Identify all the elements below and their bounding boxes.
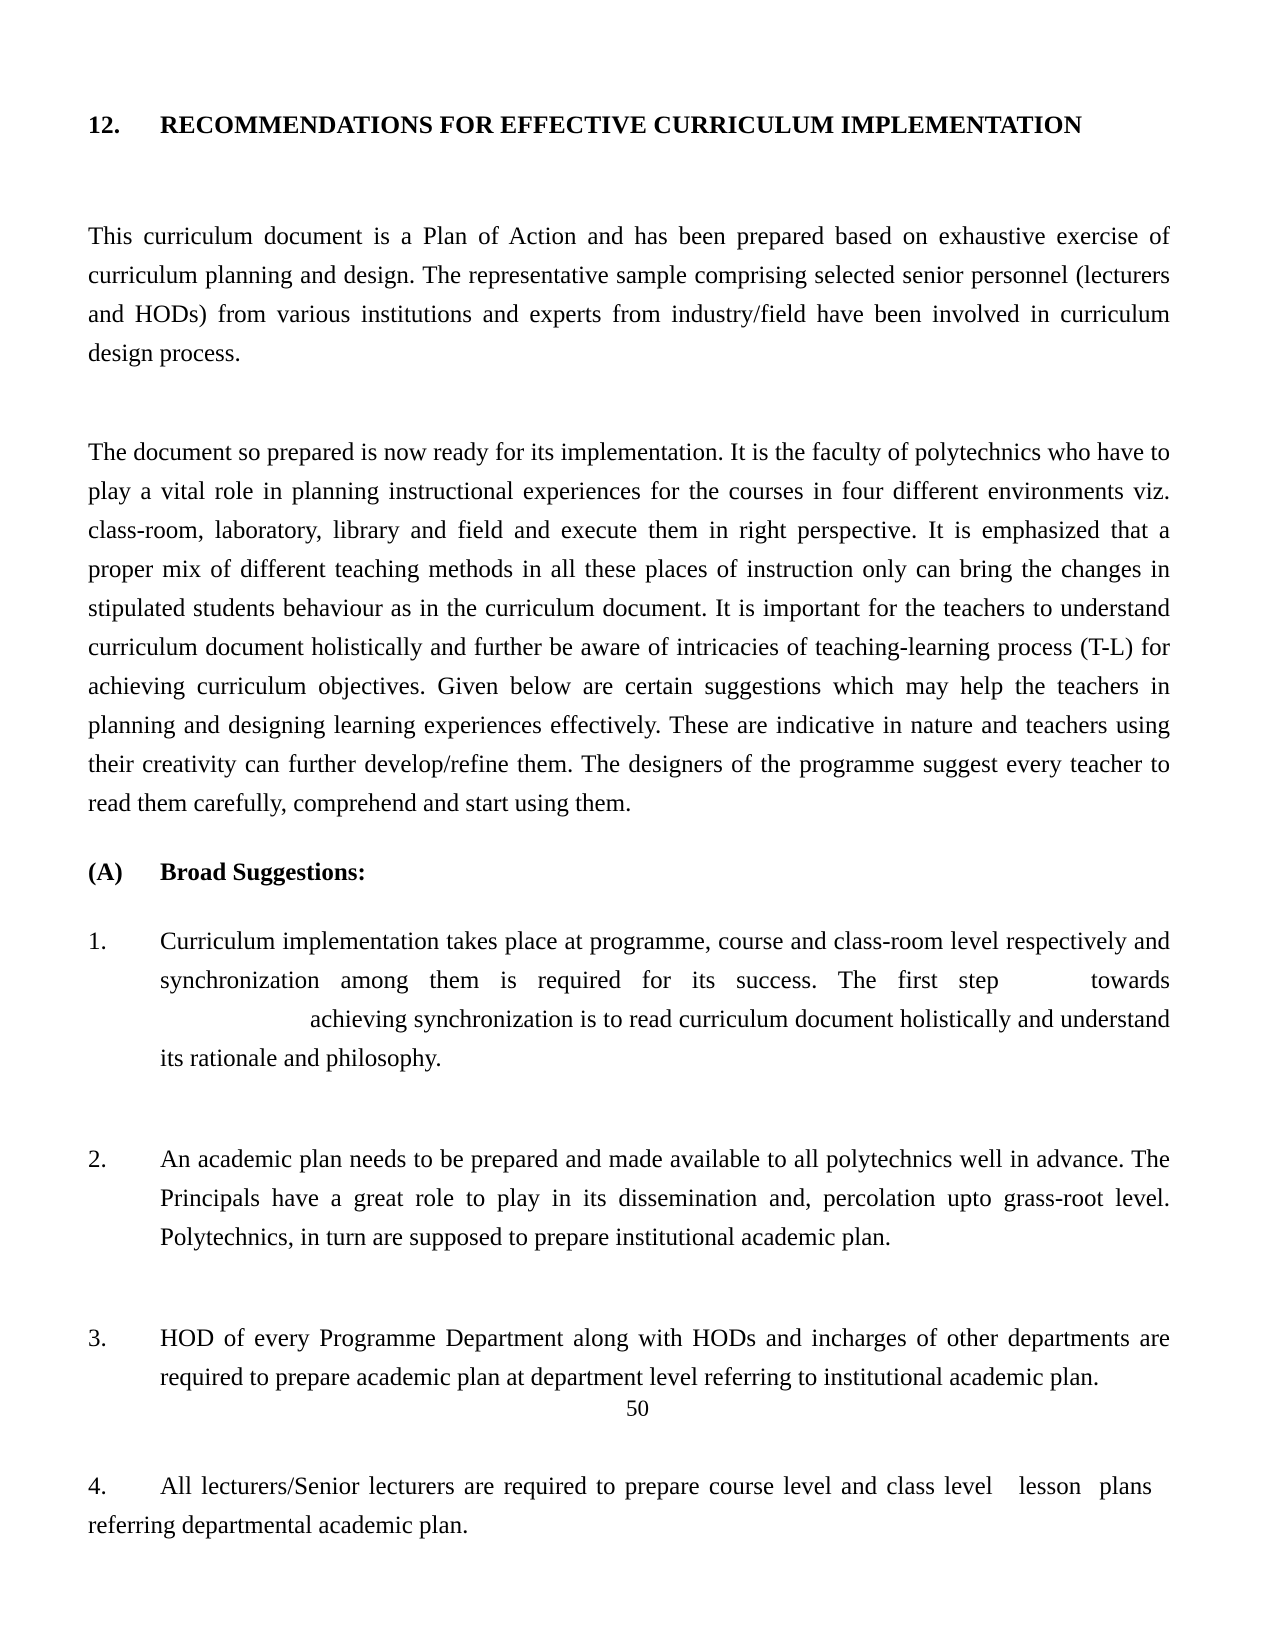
- list-item-marker: 2.: [88, 1145, 107, 1173]
- section-title: RECOMMENDATIONS FOR EFFECTIVE CURRICULUM IMPLEMENTATION: [160, 110, 1083, 139]
- list-item-text-part-1: Curriculum implementation takes place at programme, course and class-room level respectively and synchronization among them is required for its success. The first step: [160, 927, 1170, 994]
- list-item: [88, 1467, 1170, 1545]
- paragraph-implementation: The document so prepared is now ready for its implementation. It is the faculty of polytechnics who have to play a vital role in planning instructional experiences for the courses in four different environments viz. class-room, laboratory, library and field and execute them in right perspective. It is emphasized that a proper mix of different teaching methods in all these places of instruction only can bring the changes in stipulated students behaviour as in the curriculum document. It is important for the teachers to understand curriculum document holistically and further be aware of intricacies of teaching-learning process (T-L) for achieving curriculum objectives. Given below are certain suggestions which may help the teachers in planning and designing learning experiences effectively. These are indicative in nature and teachers using their creativity can further develop/refine them. The designers of the programme suggest every teacher to read them carefully, comprehend and start using them.: [88, 438, 1170, 817]
- list-item-text-part-3: plans: [1099, 1472, 1152, 1500]
- list-item-text: HOD of every Programme Department along with HODs and incharges of other departments are required to prepare academic plan at department level referring to institutional academic plan.: [160, 1324, 1170, 1391]
- list-item: [88, 1140, 1170, 1257]
- list-item-text-part-2: lesson: [1018, 1472, 1082, 1500]
- list-item-marker: 1.: [88, 927, 107, 955]
- list-item-text-part-4: referring departmental academic plan.: [88, 1511, 469, 1539]
- section-number: 12.: [88, 110, 121, 139]
- list-item-text-part-1: All lecturers/Senior lecturers are required to prepare course level and class level: [160, 1472, 993, 1500]
- list-item-text-part-3: achieving synchronization is to read curriculum document holistically and understand its rationale and philosophy.: [160, 1005, 1170, 1072]
- subsection-title: Broad Suggestions:: [160, 858, 366, 886]
- subsection-heading: [88, 853, 1170, 892]
- list-item-text: An academic plan needs to be prepared and made available to all polytechnics well in advance. The Principals have a great role to play in its dissemination and, percolation upto grass-root level. Polytechnics, in turn are supposed to prepare institutional academic plan.: [160, 1145, 1170, 1251]
- section-heading: [88, 0, 1170, 141]
- paragraph-intro: This curriculum document is a Plan of Action and has been prepared based on exhaustive exercise of curriculum planning and design. The representative sample comprising selected senior personnel (lecturers and HODs) from various institutions and experts from industry/field have been involved in curriculum design process.: [88, 222, 1170, 367]
- page-number: 50: [626, 1396, 649, 1421]
- list-item-text: [160, 922, 1170, 1078]
- list-item-marker: 4.: [88, 1472, 107, 1500]
- list-item-text-part-2: towards: [1090, 966, 1170, 994]
- subsection-label: (A): [88, 858, 123, 886]
- list-item-marker: 3.: [88, 1324, 107, 1352]
- list-item: [88, 922, 1170, 1078]
- page-content: [88, 0, 1170, 1570]
- list-item: [88, 1319, 1170, 1397]
